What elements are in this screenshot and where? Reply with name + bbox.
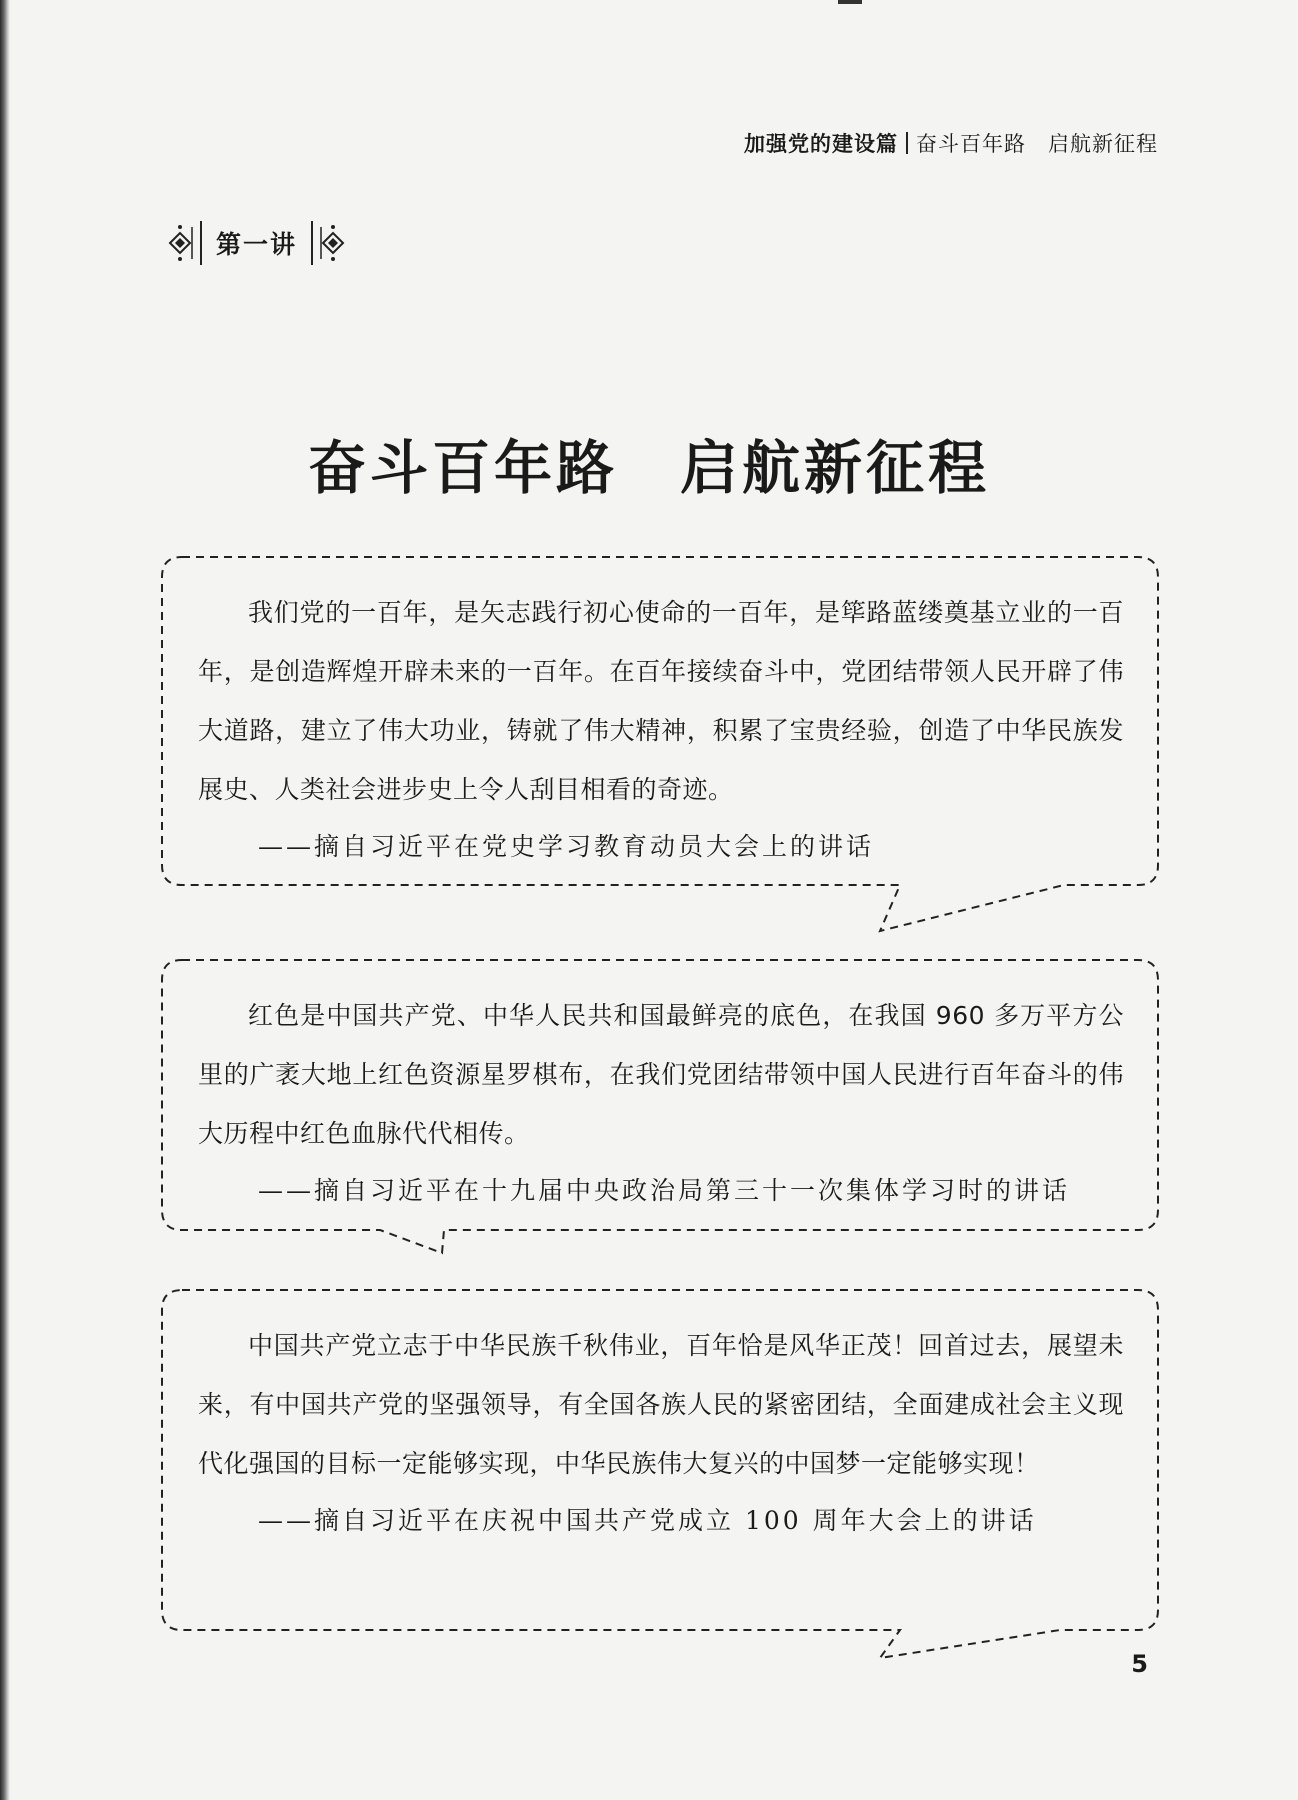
lecture-label (166, 215, 347, 271)
top-scan-mark (838, 0, 862, 4)
running-header (744, 128, 1158, 158)
header-chapter-title: 奋斗百年路 启航新征程 (916, 132, 1158, 156)
header-section-name: 加强党的建设篇 (744, 132, 898, 156)
quote-source: ——摘自习近平在十九届中央政治局第三十一次集体学习时的讲话 (258, 1176, 1071, 1205)
right-ornament-icon (317, 221, 347, 265)
lecture-label-text: 第一讲 (200, 221, 313, 265)
quote-bubble-3 (160, 1288, 1160, 1633)
scan-shadow-edge (0, 0, 10, 1800)
quote-bubble-2 (160, 958, 1160, 1243)
quote-text: 中国共产党立志于中华民族千秋伟业，百年恰是风华正茂！回首过去，展望未来，有中国共产党的坚强领导，有全国各族人民的紧密团结，全面建成社会主义现代化强国的目标一定能够实现，中华民族伟大复兴的中国梦一定能够实现！ (198, 1331, 1124, 1478)
quote-text: 我们党的一百年，是矢志践行初心使命的一百年，是筚路蓝缕奠基立业的一百年，是创造辉煌开辟未来的一百年。在百年接续奋斗中，党团结带领人民开辟了伟大道路，建立了伟大功业，铸就了伟大精神，积累了宝贵经验，创造了中华民族发展史、人类社会进步史上令人刮目相看的奇迹。 (198, 598, 1124, 804)
quote-source: ——摘自习近平在庆祝中国共产党成立 100 周年大会上的讲话 (258, 1506, 1037, 1535)
quote-bubble-1 (160, 555, 1160, 900)
page-number: 5 (1131, 1650, 1148, 1678)
left-ornament-icon (166, 221, 196, 265)
header-divider (906, 132, 908, 154)
quote-text: 红色是中国共产党、中华人民共和国最鲜亮的底色，在我国 960 多万平方公里的广袤大地上红色资源星罗棋布，在我们党团结带领中国人民进行百年奋斗的伟大历程中红色血脉代代相传。 (198, 1001, 1124, 1148)
page-title: 奋斗百年路 启航新征程 (307, 433, 990, 502)
quote-source: ——摘自习近平在党史学习教育动员大会上的讲话 (258, 832, 875, 861)
